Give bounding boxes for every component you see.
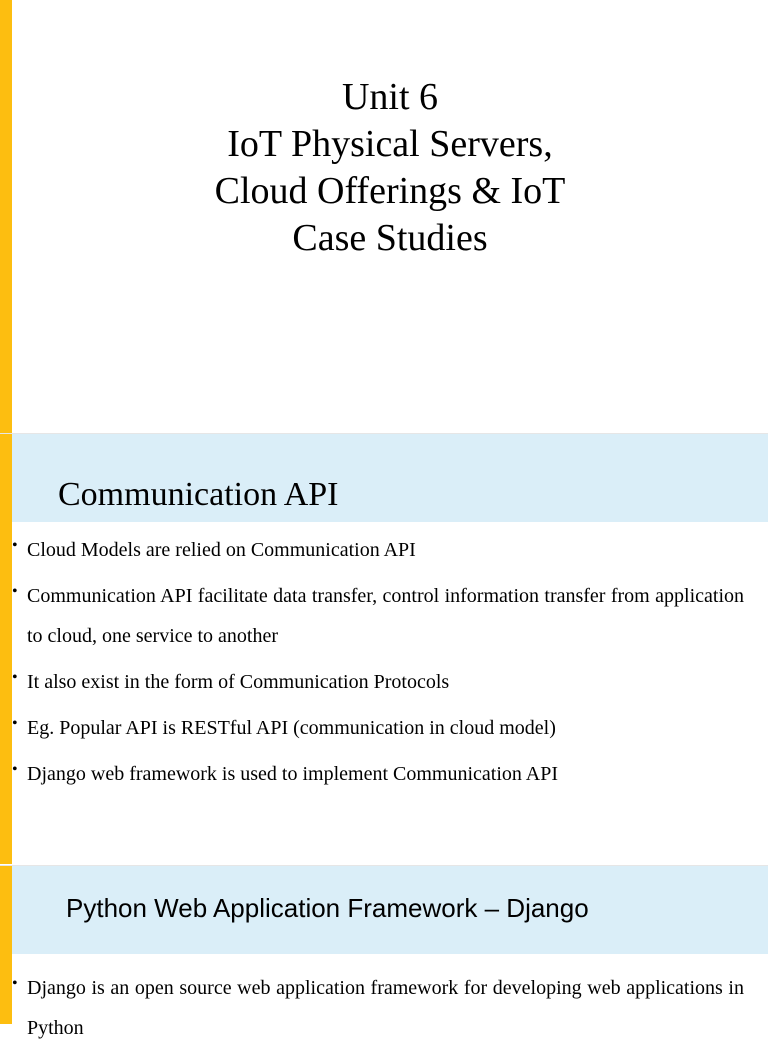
bullet-text: It also exist in the form of Communication Protocols xyxy=(27,671,450,693)
bullet-text: Cloud Models are relied on Communication API xyxy=(27,539,416,561)
bullet-list xyxy=(12,968,744,1048)
heading-band xyxy=(12,866,768,954)
slide-heading: Python Web Application Framework – Django xyxy=(66,893,589,923)
title-line: Cloud Offerings & IoT xyxy=(214,170,566,212)
title-line: IoT Physical Servers, xyxy=(227,123,553,165)
bullet-list xyxy=(12,530,744,800)
slide-django xyxy=(0,866,768,1039)
bullet-text: Eg. Popular API is RESTful API (communication in cloud model) xyxy=(27,717,556,739)
bullet-item xyxy=(12,968,744,1048)
accent-bar xyxy=(0,0,12,433)
bullet-text: Django web framework is used to implement Communication API xyxy=(27,763,559,785)
bullet-icon: • xyxy=(12,583,18,600)
slide-title xyxy=(0,0,768,433)
slide-heading: Communication API xyxy=(58,476,339,513)
bullet-icon: • xyxy=(12,975,18,992)
bullet-item xyxy=(12,708,744,748)
accent-bar xyxy=(0,866,12,1024)
heading-band xyxy=(12,434,768,522)
bullet-icon: • xyxy=(12,537,18,554)
bullet-text: Communication API facilitate data transfer, control information transfer from application to cloud, one service to another xyxy=(27,585,744,647)
bullet-icon: • xyxy=(12,761,18,778)
slide-communication-api xyxy=(0,434,768,864)
bullet-item xyxy=(12,576,744,656)
accent-bar xyxy=(0,434,12,864)
bullet-text: Django is an open source web application framework for developing web applications in Python xyxy=(27,977,744,1039)
bullet-icon: • xyxy=(12,669,18,686)
bullet-icon: • xyxy=(12,715,18,732)
bullet-item xyxy=(12,754,744,794)
bullet-item xyxy=(12,662,744,702)
bullet-item xyxy=(12,530,744,570)
title-line: Unit 6 xyxy=(341,76,439,118)
title-line: Case Studies xyxy=(292,217,488,259)
slide-title-text xyxy=(12,74,768,262)
